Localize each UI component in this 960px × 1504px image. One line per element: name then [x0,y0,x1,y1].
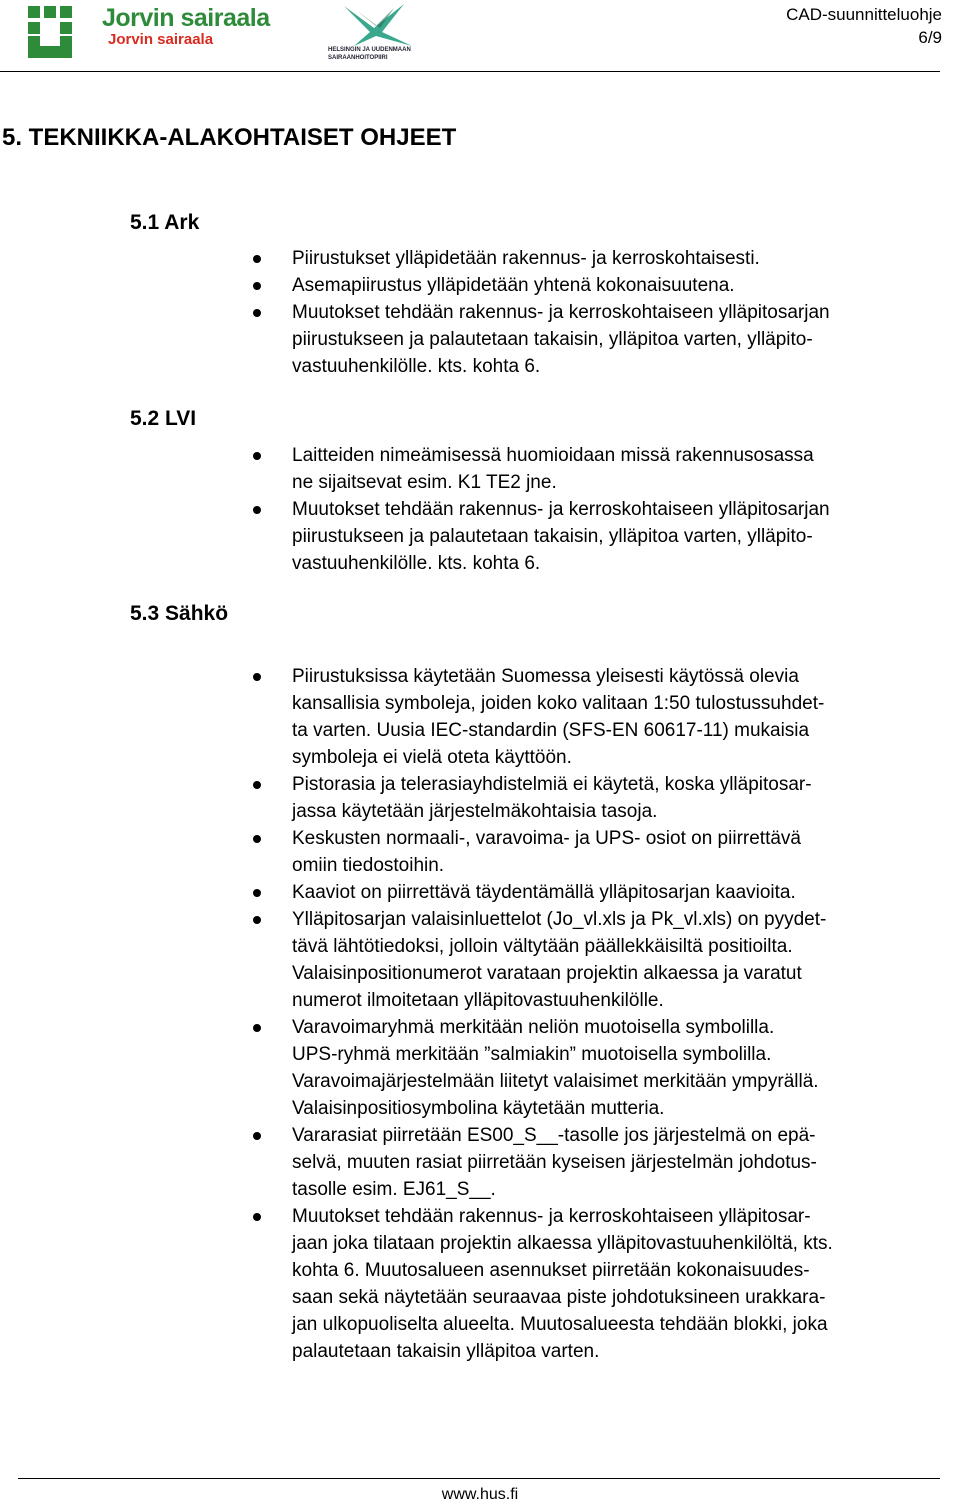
list-item: Muutokset tehdään rakennus- ja kerroskohtaiseen ylläpitosarjan piirustukseen ja palautetaan takaisin, ylläpitoa varten, ylläpito- vastuuhenkilölle. kts. kohta 6. [292,496,960,577]
list-item: Ylläpitosarjan valaisinluettelot (Jo_vl.xls ja Pk_vl.xls) on pyydet- tävä lähtötiedoksi, jolloin vältytään päällekkäisiltä positioilta. Valaisinpositionumerot varataan projektin alkaessa ja varatut numerot ilmoitetaan ylläpitovastuuhenkilölle. [292,906,960,1014]
footer-url: www.hus.fi [441,1486,519,1503]
subsection-title-ark: 5.1 Ark [130,211,200,234]
page-number: 6/9 [918,28,942,47]
list-item: Muutokset tehdään rakennus- ja kerroskohtaiseen ylläpitosar- jaan joka tilataan projektin alkaessa ylläpitovastuuhenkilöltä, kts. kohta 6. Muutosalueen asennukset piirretään kokonaisuudes- saan sekä näytetään seuraavaa piste johdotuksineen urakkara- jan ulkopuoliselta alueelta. Muutosalueesta tehdään blokki, joka palautetaan takaisin ylläpitoa varten. [292,1203,960,1365]
lvi-list [292,442,960,577]
list-item: Vararasiat piirretään ES00_S__-tasolle jos järjestelmä on epä- selvä, muuten rasiat piirretään kyseisen järjestelmän johdotus- tasolle esim. EJ61_S__. [292,1122,960,1203]
list-item: Keskusten normaali-, varavoima- ja UPS- osiot on piirrettävä omiin tiedostoihin. [292,825,960,879]
list-item: Piirustukset ylläpidetään rakennus- ja kerroskohtaisesti. [292,245,960,272]
jorvin-logo-icon [28,6,72,58]
ark-list [292,245,960,380]
subsection-title-lvi: 5.2 LVI [130,407,197,430]
subsection-title-sahko: 5.3 Sähkö [130,602,229,625]
hus-logo-text: HELSINGIN JA UUDENMAAN SAIRAANHOITOPIIRI [328,47,411,61]
logo-subtitle: Jorvin sairaala [108,31,214,48]
page-header [0,0,960,76]
list-item: Asemapiirustus ylläpidetään yhtenä kokonaisuutena. [292,272,960,299]
logo-title: Jorvin sairaala [102,4,270,32]
document-title: CAD-suunnitteluohje [786,5,942,24]
list-item: Laitteiden nimeämisessä huomioidaan missä rakennusosassa ne sijaitsevat esim. K1 TE2 jne. [292,442,960,496]
list-item: Kaaviot on piirrettävä täydentämällä ylläpitosarjan kaavioita. [292,879,960,906]
list-item: Muutokset tehdään rakennus- ja kerroskohtaiseen ylläpitosarjan piirustukseen ja palautetaan takaisin, ylläpitoa varten, ylläpito- vastuuhenkilölle. kts. kohta 6. [292,299,960,380]
list-item: Piirustuksissa käytetään Suomessa yleisesti käytössä olevia kansallisia symboleja, joiden koko valitaan 1:50 tulostussuhdet- ta varten. Uusia IEC-standardin (SFS-EN 60617-11) mukaisia symboleja ei vielä oteta käyttöön. [292,663,960,771]
header-divider [0,71,940,72]
sahko-list [292,663,960,1365]
list-item: Pistorasia ja telerasiayhdistelmiä ei käytetä, koska ylläpitosar- jassa käytetään järjestelmäkohtaisia tasoja. [292,771,960,825]
section-title: 5. TEKNIIKKA-ALAKOHTAISET OHJEET [2,124,457,151]
footer-divider [18,1478,940,1479]
list-item: Varavoimaryhmä merkitään neliön muotoisella symbolilla. UPS-ryhmä merkitään ”salmiakin” muotoisella symbolilla. Varavoimajärjestelmään liitetyt valaisimet merkitään ympyrällä. Valaisinpositiosymbolina käytetään mutteria. [292,1014,960,1122]
